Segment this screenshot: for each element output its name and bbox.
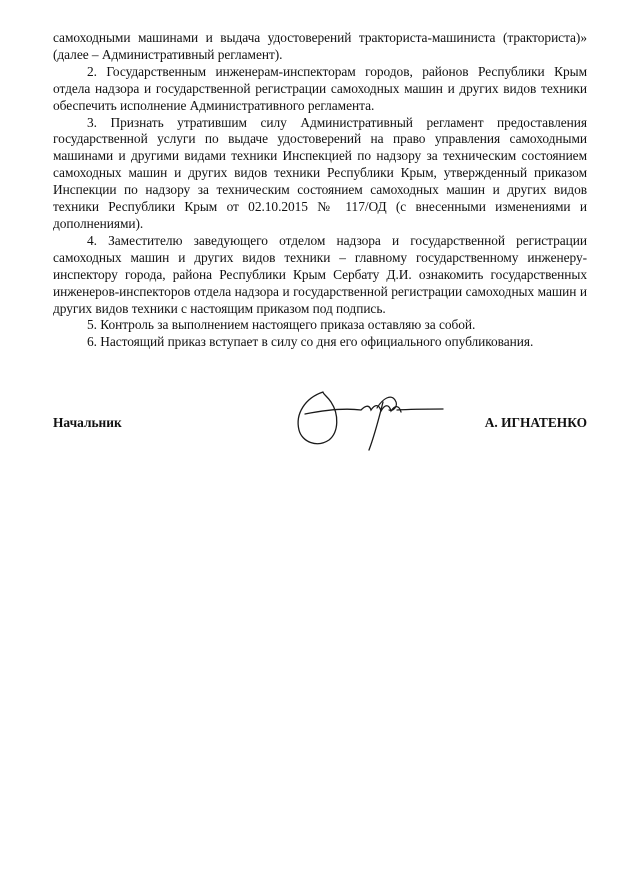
paragraph-continuation: самоходными машинами и выдача удостоверений тракториста-машиниста (тракториста)» (далее – Административный регламент). (53, 30, 587, 62)
signature-block (53, 384, 587, 454)
paragraph-item-3: 3. Признать утратившим силу Административный регламент предоставления государственной услуги по выдаче удостоверений на право управления самоходными машинами и другими видами техники Инспекцией по надзору за техническим состоянием самоходных машин и других видов техники Республики Крым, утвержденный приказом Инспекции по надзору за техническим состоянием самоходных машин и других видов техники Республики Крым от 02.10.2015 № 117/ОД (с внесенными изменениями и дополнениями). (53, 114, 587, 231)
signatory-name: А. ИГНАТЕНКО (484, 415, 587, 430)
paragraph-item-2: 2. Государственным инженерам-инспекторам городов, районов Республики Крым отдела надзора и государственной регистрации самоходных машин и других видов техники обеспечить исполнение Административного регламента. (53, 63, 587, 113)
document-body (53, 30, 587, 351)
paragraph-item-4: 4. Заместителю заведующего отделом надзора и государственной регистрации самоходных машин и других видов техники – главному государственному инженеру-инспектору города, района Республики Крым Сербату Д.И. ознакомить государственных инженеров-инспекторов отдела надзора и государственной регистрации самоходных машин и других видов техники с настоящим приказом под подпись. (53, 232, 587, 316)
signatory-title: Начальник (53, 415, 122, 430)
handwritten-signature (265, 384, 445, 454)
paragraph-item-6: 6. Настоящий приказ вступает в силу со дня его официального опубликования. (87, 334, 534, 350)
paragraph-item-5: 5. Контроль за выполнением настоящего приказа оставляю за собой. (87, 317, 476, 333)
